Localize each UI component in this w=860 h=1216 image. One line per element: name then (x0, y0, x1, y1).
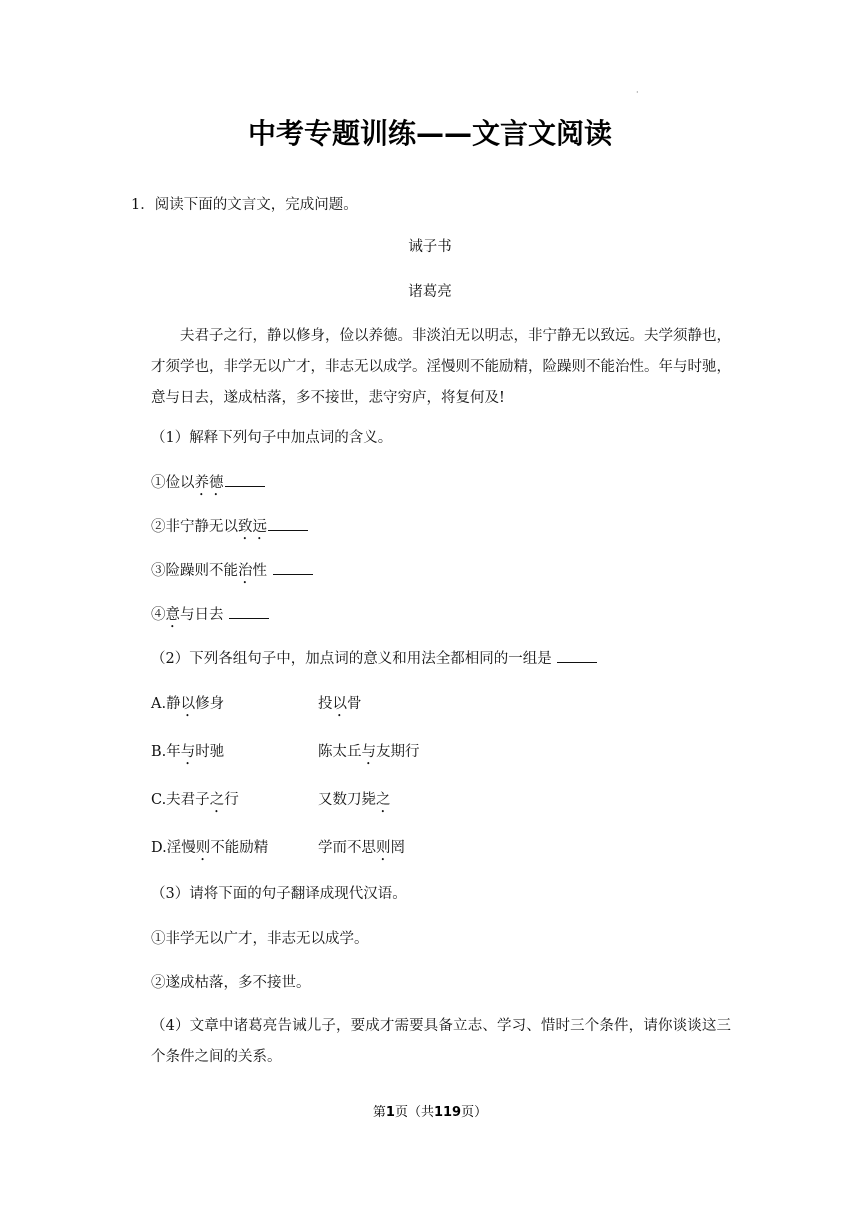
sub1-prompt: （1）解释下列句子中加点词的含义。 (151, 430, 393, 446)
sub1-item-2: ②非宁静无以致远 (151, 516, 308, 543)
option-d-pair: 学而不思则罔 (318, 840, 405, 856)
answer-blank[interactable] (557, 648, 597, 663)
answer-blank[interactable] (273, 560, 313, 575)
emphasis-word: 意 (165, 607, 180, 623)
answer-blank[interactable] (268, 516, 308, 531)
question-text: 阅读下面的文言文，完成问题。 (154, 197, 358, 213)
page-title: 中考专题训练——文言文阅读 (247, 117, 612, 150)
option-b-pair: 陈太丘与友期行 (318, 744, 420, 760)
sub1-item-1: ①俭以养德 (151, 472, 265, 499)
sub3-item-1: ①非学无以广才，非志无以成学。 (151, 931, 369, 947)
option-b[interactable]: B.年与时驰 (151, 744, 225, 760)
passage-author: 诸葛亮 (408, 284, 452, 300)
passage-title: 诫子书 (408, 239, 452, 255)
option-c[interactable]: C.夫君子之行 (151, 792, 239, 808)
option-a-pair: 投以骨 (318, 696, 362, 712)
sub3-prompt: （3）请将下面的句子翻译成现代汉语。 (151, 886, 407, 902)
option-a[interactable]: A.静以修身 (151, 696, 225, 712)
answer-blank[interactable] (225, 472, 265, 487)
sub4-prompt: （4）文章中诸葛亮告诫儿子，要成才需要具备立志、学习、惜时三个条件，请你谈谈这三个条件之间的关系。 (151, 1018, 731, 1065)
emphasis-word: 养德 (194, 475, 224, 491)
question-prompt (131, 195, 358, 215)
sub1-item-4: ④意与日去 (151, 604, 269, 631)
emphasis-word: 治 (238, 563, 253, 579)
option-c-pair: 又数刀毙之 (318, 792, 391, 808)
option-d[interactable]: D.淫慢则不能励精 (151, 840, 269, 856)
passage-text: 夫君子之行，静以修身，俭以养德。非淡泊无以明志，非宁静无以致远。夫学须静也，才须学也，非学无以广才，非志无以成学。淫慢则不能励精，险躁则不能治性。年与时驰，意与日去，遂成枯落，多不接世，悲守穷庐，将复何及! (151, 328, 731, 406)
page-footer: 第1页（共119页） (372, 1105, 488, 1120)
sub1-item-3: ③险躁则不能治性 (151, 560, 313, 587)
sub3-item-2: ②遂成枯落，多不接世。 (151, 975, 311, 991)
page-total: 119 (433, 1105, 462, 1120)
sub2-prompt: （2）下列各组句子中，加点词的意义和用法全都相同的一组是 (151, 648, 597, 669)
emphasis-word: 致远 (238, 519, 267, 535)
question-number: 1． (131, 197, 155, 213)
corner-mark: · (636, 88, 639, 97)
page-number: 1 (385, 1105, 395, 1120)
answer-blank[interactable] (229, 604, 269, 619)
